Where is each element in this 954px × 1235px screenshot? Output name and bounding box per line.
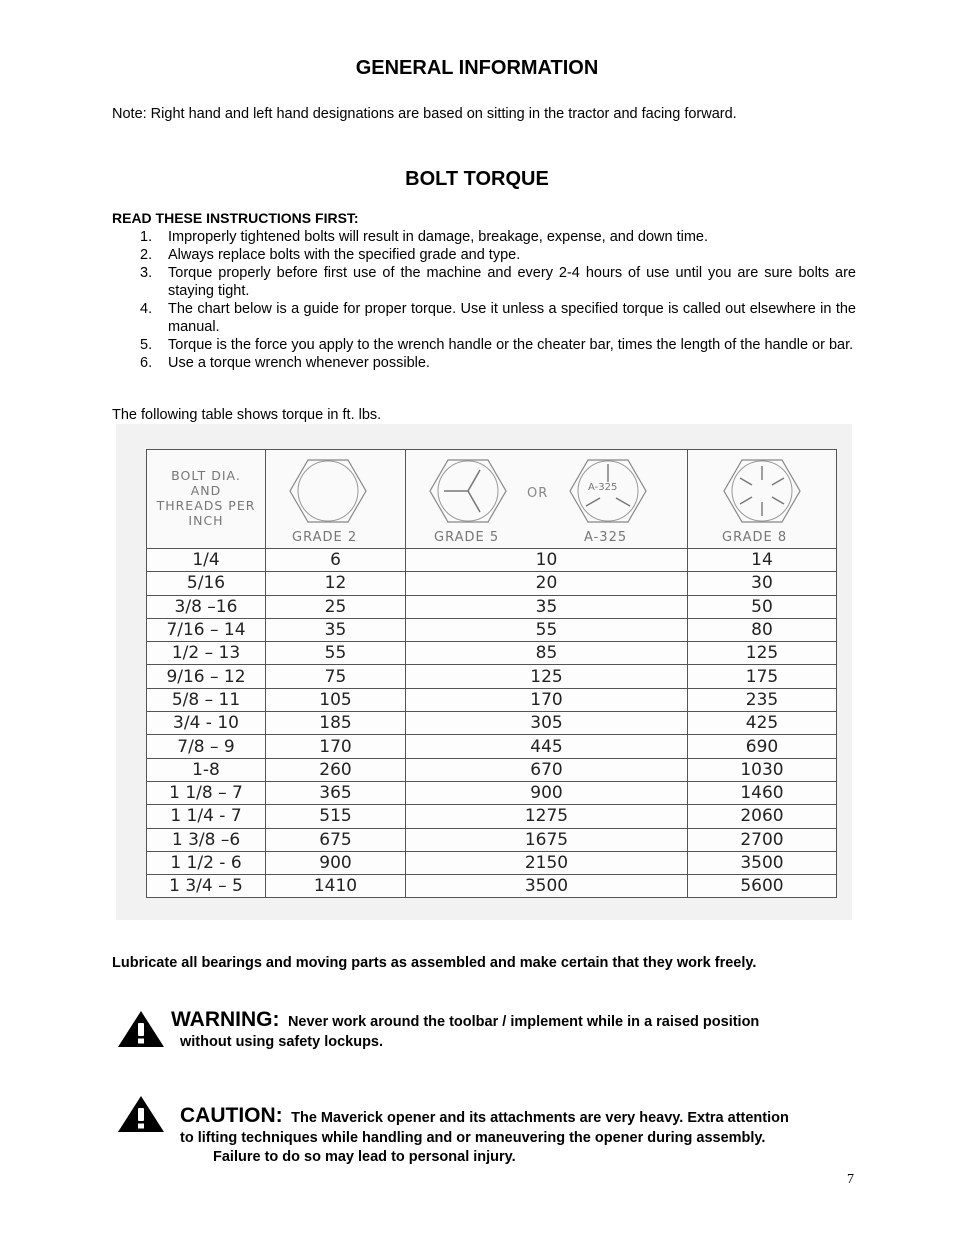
instruction-item	[112, 336, 856, 354]
caution-text-3: Failure to do so may lead to personal injury.	[213, 1149, 516, 1165]
header-line: AND	[190, 483, 222, 498]
instruction-item	[112, 300, 856, 336]
instruction-text: The chart below is a guide for proper torque. Use it unless a specified torque is called out elsewhere in the manual.	[168, 301, 856, 335]
table-row	[147, 642, 837, 665]
instruction-item	[112, 246, 856, 264]
bolt-size-cell: 5/16	[147, 572, 266, 595]
grade-8-label: GRADE 8	[722, 530, 788, 545]
table-row	[147, 595, 837, 618]
warning-label: WARNING:	[171, 1008, 280, 1031]
grade-2-cell: 6	[266, 549, 406, 572]
instruction-text: Always replace bolts with the specified grade and type.	[168, 247, 521, 263]
grade-8-cell: 1030	[688, 758, 837, 781]
bolt-size-cell: 3/8 –16	[147, 595, 266, 618]
grade-2-cell: 25	[266, 595, 406, 618]
bolt-size-cell: 1 1/4 - 7	[147, 805, 266, 828]
table-row	[147, 828, 837, 851]
page-number: 7	[847, 1172, 854, 1187]
grade-8-cell: 3500	[688, 851, 837, 874]
header-line: INCH	[188, 513, 224, 528]
grade-8-cell: 690	[688, 735, 837, 758]
grade-2-cell: 170	[266, 735, 406, 758]
instruction-number: 2.	[140, 247, 153, 263]
table-intro: The following table shows torque in ft. lbs.	[112, 407, 382, 423]
instruction-text: Use a torque wrench whenever possible.	[168, 355, 430, 371]
handedness-note: Note: Right hand and left hand designations are based on sitting in the tractor and facing forward.	[112, 106, 737, 122]
table-row	[147, 712, 837, 735]
grade-5-cell: 1675	[406, 828, 688, 851]
grade-2-cell: 260	[266, 758, 406, 781]
warning-text-2: without using safety lockups.	[180, 1034, 384, 1050]
grade-8-cell: 2700	[688, 828, 837, 851]
instruction-text: Torque properly before first use of the machine and every 2-4 hours of use until you are sure bolts are staying tight.	[168, 265, 856, 299]
grade-8-cell: 2060	[688, 805, 837, 828]
bolt-size-cell: 1 1/8 – 7	[147, 781, 266, 804]
bolt-size-cell: 3/4 - 10	[147, 712, 266, 735]
instruction-text: Improperly tightened bolts will result in damage, breakage, expense, and down time.	[168, 229, 709, 245]
grade-8-cell: 125	[688, 642, 837, 665]
grade-8-header	[688, 450, 837, 549]
grade-8-cell: 235	[688, 688, 837, 711]
bolt-size-cell: 7/16 – 14	[147, 618, 266, 641]
a325-head-marking: A-325	[588, 482, 618, 493]
grade-5-cell: 55	[406, 618, 688, 641]
bolt-size-cell: 1-8	[147, 758, 266, 781]
grade-8-cell: 1460	[688, 781, 837, 804]
grade-8-cell: 80	[688, 618, 837, 641]
bolt-size-cell: 9/16 – 12	[147, 665, 266, 688]
hex-bolt-head-icon	[288, 458, 368, 524]
a325-label: A-325	[584, 530, 628, 545]
grade-8-cell: 5600	[688, 875, 837, 898]
grade-8-cell: 50	[688, 595, 837, 618]
warning-triangle-icon	[117, 1010, 165, 1048]
bolt-size-cell: 1 3/8 –6	[147, 828, 266, 851]
header-line: BOLT DIA.	[171, 468, 241, 483]
caution-line-1	[180, 1104, 789, 1128]
grade-5-cell: 170	[406, 688, 688, 711]
caution-label: CAUTION:	[180, 1104, 283, 1127]
grade-5-cell: 1275	[406, 805, 688, 828]
bolt-size-header	[147, 450, 266, 549]
bolt-size-cell: 1/4	[147, 549, 266, 572]
general-information-heading: GENERAL INFORMATION	[355, 57, 599, 79]
instruction-number: 5.	[140, 337, 153, 353]
grade-5-cell: 2150	[406, 851, 688, 874]
grade-8-cell: 14	[688, 549, 837, 572]
or-label: OR	[527, 486, 549, 501]
grade-5-cell: 10	[406, 549, 688, 572]
header-line: THREADS PER	[156, 498, 256, 513]
grade-2-cell: 105	[266, 688, 406, 711]
bolt-torque-heading: BOLT TORQUE	[405, 168, 549, 190]
instruction-item	[112, 354, 856, 372]
bolt-size-cell: 7/8 – 9	[147, 735, 266, 758]
table-row	[147, 875, 837, 898]
instruction-number: 4.	[140, 301, 153, 317]
grade-8-cell: 175	[688, 665, 837, 688]
grade-2-cell: 515	[266, 805, 406, 828]
instruction-number: 1.	[140, 229, 153, 245]
grade-5-cell: 35	[406, 595, 688, 618]
grade-5-cell: 445	[406, 735, 688, 758]
table-row	[147, 758, 837, 781]
bolt-size-cell: 1 3/4 – 5	[147, 875, 266, 898]
grade-5-cell: 305	[406, 712, 688, 735]
grade-5-header	[406, 450, 688, 549]
grade-5-cell: 125	[406, 665, 688, 688]
grade-2-cell: 55	[266, 642, 406, 665]
bolt-size-cell: 5/8 – 11	[147, 688, 266, 711]
grade-2-cell: 675	[266, 828, 406, 851]
warning-line-1	[171, 1008, 759, 1032]
grade-5-cell: 3500	[406, 875, 688, 898]
instruction-item	[112, 264, 856, 300]
grade-2-cell: 35	[266, 618, 406, 641]
table-row	[147, 665, 837, 688]
bolt-size-cell: 1/2 – 13	[147, 642, 266, 665]
caution-text-1: The Maverick opener and its attachments are very heavy. Extra attention	[291, 1110, 789, 1126]
grade-2-cell: 75	[266, 665, 406, 688]
grade-5-cell: 670	[406, 758, 688, 781]
table-row	[147, 781, 837, 804]
table-row	[147, 572, 837, 595]
grade-5-cell: 900	[406, 781, 688, 804]
caution-text-2: to lifting techniques while handling and or maneuvering the opener during assembly.	[180, 1130, 766, 1146]
warning-text-1: Never work around the toolbar / implement while in a raised position	[287, 1014, 760, 1030]
grade-5-label: GRADE 5	[434, 530, 500, 545]
bolt-size-cell: 1 1/2 - 6	[147, 851, 266, 874]
grade-2-cell: 185	[266, 712, 406, 735]
instruction-list	[112, 228, 856, 372]
read-instructions-label: READ THESE INSTRUCTIONS FIRST:	[112, 210, 359, 226]
grade-2-cell: 12	[266, 572, 406, 595]
grade-8-cell: 30	[688, 572, 837, 595]
lubrication-note: Lubricate all bearings and moving parts as assembled and make certain that they work freely.	[112, 955, 757, 971]
table-row	[147, 735, 837, 758]
table-row	[147, 549, 837, 572]
hex-bolt-head-icon	[722, 458, 802, 524]
grade-2-cell: 365	[266, 781, 406, 804]
table-header-row	[147, 450, 837, 549]
instruction-number: 3.	[140, 265, 153, 281]
hex-bolt-head-icon	[428, 458, 508, 524]
torque-table	[146, 449, 837, 898]
grade-5-cell: 85	[406, 642, 688, 665]
warning-triangle-icon	[117, 1095, 165, 1133]
table-row	[147, 688, 837, 711]
grade-2-label: GRADE 2	[292, 530, 358, 545]
instruction-text: Torque is the force you apply to the wrench handle or the cheater bar, times the length of the handle or bar.	[168, 337, 854, 353]
grade-2-cell: 1410	[266, 875, 406, 898]
grade-2-header	[266, 450, 406, 549]
instruction-number: 6.	[140, 355, 153, 371]
table-row	[147, 618, 837, 641]
table-row	[147, 805, 837, 828]
grade-5-cell: 20	[406, 572, 688, 595]
table-row	[147, 851, 837, 874]
instruction-item	[112, 228, 856, 246]
grade-2-cell: 900	[266, 851, 406, 874]
grade-8-cell: 425	[688, 712, 837, 735]
